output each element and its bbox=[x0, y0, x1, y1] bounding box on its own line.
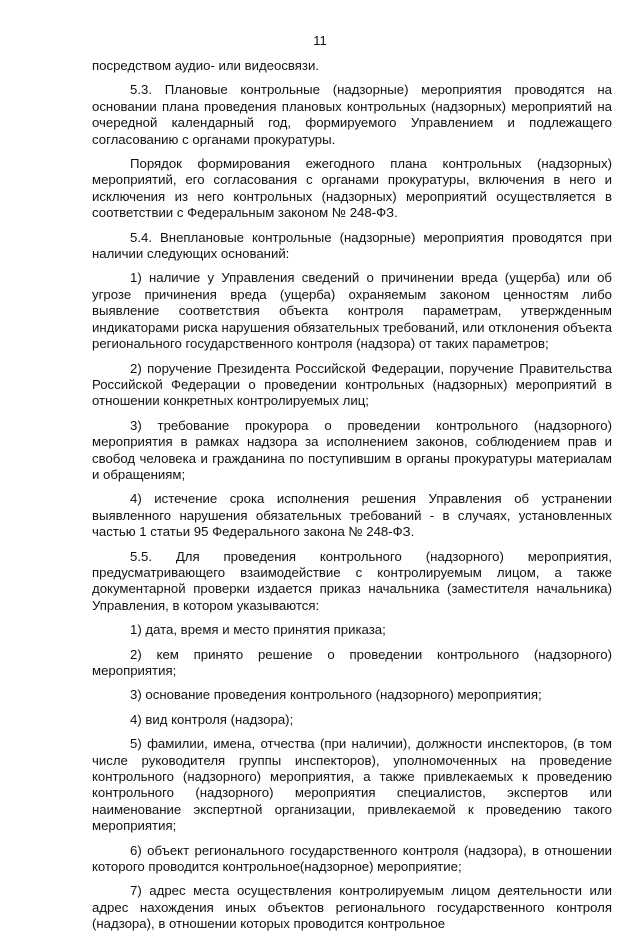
list-item-5-5-1: 1) дата, время и место принятия приказа; bbox=[130, 622, 386, 638]
list-item-5-5-7: 7) адрес места осуществления контролируемым лицом деятельности или адрес нахождения иных объектов регионального государственного контроля (надзора), в отношении которых проводится контрольное bbox=[92, 883, 612, 932]
paragraph-5-4: 5.4. Внеплановые контрольные (надзорные) мероприятия проводятся при наличии следующих оснований: bbox=[92, 229, 612, 262]
list-item-5-4-1: 1) наличие у Управления сведений о причинении вреда (ущерба) или об угрозе причинения вреда (ущерба) охраняемым законом ценностям либо выявление соответствия объекта контроля параметрам, утвержденным индикаторами риска нарушения обязательных требований, или отклонения объекта регионального государственного контроля (надзора) от таких параметров; bbox=[92, 270, 612, 352]
document-body bbox=[92, 58, 612, 941]
paragraph-plan-order: Порядок формирования ежегодного плана контрольных (надзорных) мероприятий, его согласования с органами прокуратуры, включения в него и исключения из него контрольных (надзорных) мероприятий осуществляется в соответствии с Федеральным законом № 248-ФЗ. bbox=[92, 156, 612, 221]
list-item-5-5-4: 4) вид контроля (надзора); bbox=[130, 711, 294, 727]
list-item-5-5-6: 6) объект регионального государственного контроля (надзора), в отношении которого проводится контрольное(надзорное) мероприятие; bbox=[92, 842, 612, 875]
list-item-5-5-5: 5) фамилии, имена, отчества (при наличии), должности инспекторов, (в том числе руководителя группы инспекторов), уполномоченных на проведение контрольного (надзорного) мероприятия, а также привлекаемых к проведению контрольного (надзорного) мероприятия специалистов, экспертов или наименование экспертной организации, привлекаемой к проведению такого мероприятия; bbox=[92, 736, 612, 834]
paragraph-5-5: 5.5. Для проведения контрольного (надзорного) мероприятия, предусматривающего взаимодействие с контролируемым лицом, а также документарной проверки издается приказ начальника (заместителя начальника) Управления, в котором указываются: bbox=[92, 548, 612, 613]
paragraph-continuation: посредством аудио- или видеосвязи. bbox=[92, 58, 319, 73]
paragraph-5-3: 5.3. Плановые контрольные (надзорные) мероприятия проводятся на основании плана проведения плановых контрольных (надзорных) мероприятий на очередной календарный год, формируемого Управлением и подлежащего согласованию с органами прокуратуры. bbox=[92, 82, 612, 147]
list-item-5-4-3: 3) требование прокурора о проведении контрольного (надзорного) мероприятия в рамках надзора за исполнением законов, соблюдением прав и свобод человека и гражданина по поступившим в органы прокуратуры материалам и обращениям; bbox=[92, 417, 612, 482]
list-item-5-4-4: 4) истечение срока исполнения решения Управления об устранении выявленного нарушения обязательных требований - в случаях, установленных частью 1 статьи 95 Федерального закона № 248-ФЗ. bbox=[92, 491, 612, 540]
list-item-5-5-2: 2) кем принято решение о проведении контрольного (надзорного) мероприятия; bbox=[92, 646, 612, 678]
list-item-5-4-2: 2) поручение Президента Российской Федерации, поручение Правительства Российской Федерации о проведении контрольных (надзорных) мероприятий в отношении конкретных контролируемых лиц; bbox=[92, 360, 612, 409]
list-item-5-5-3: 3) основание проведения контрольного (надзорного) мероприятия; bbox=[130, 687, 542, 703]
page-number: 11 bbox=[313, 33, 327, 48]
